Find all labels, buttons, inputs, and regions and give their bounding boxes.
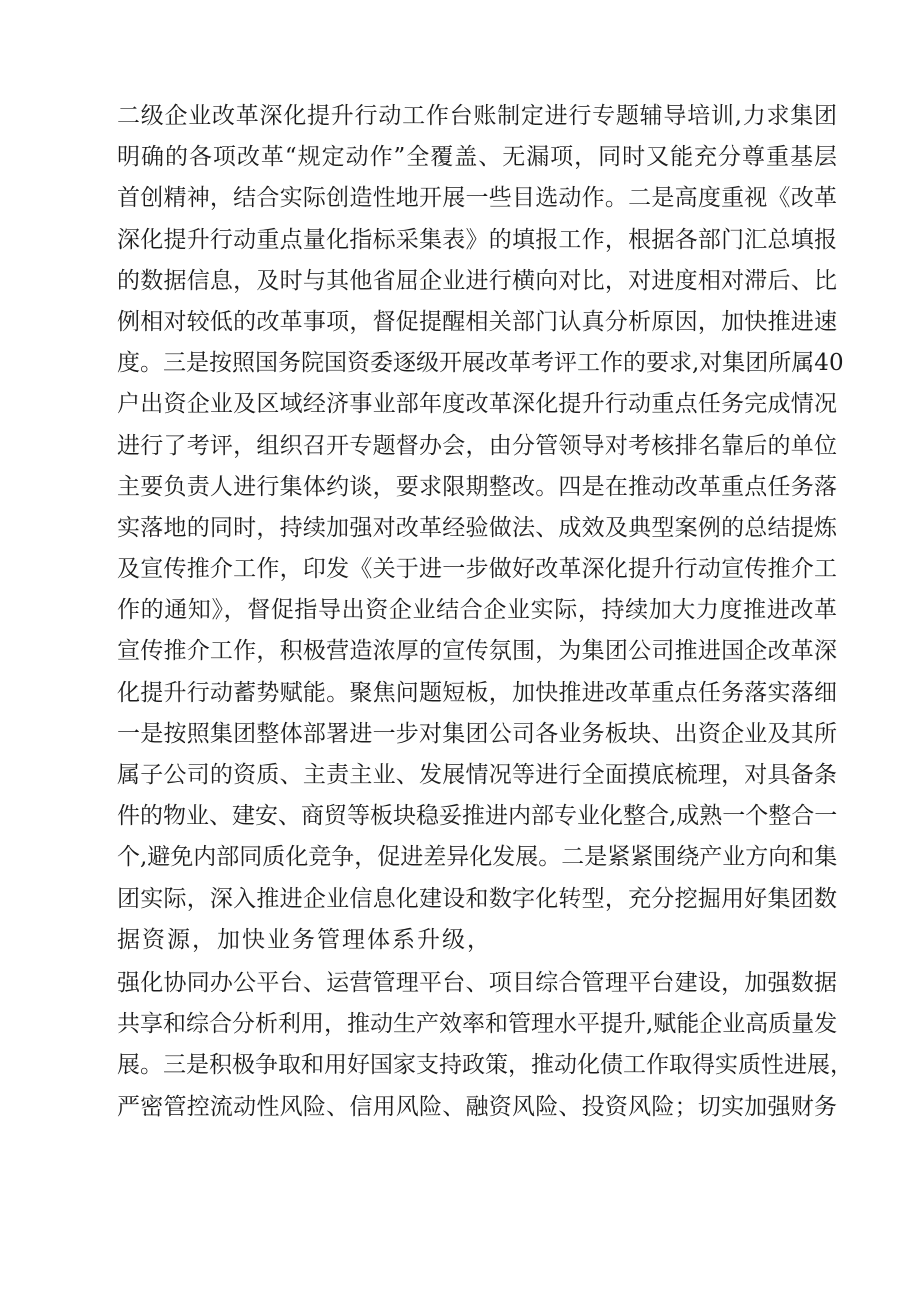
text-line: 户出资企业及区域经济事业部年度改革深化提升行动重点任务完成情况 xyxy=(117,391,837,418)
text-line: 例相对较低的改革事项，督促提醒相关部门认真分析原因，加快推进速 xyxy=(117,308,837,335)
text-line: 一是按照集团整体部署进一步对集团公司各业务板块、出资企业及其所 xyxy=(117,720,837,747)
paragraph-1 xyxy=(117,96,844,961)
text-line: 据资源，加快业务管理体系升级， xyxy=(117,926,492,953)
text-line: 度。三是按照国务院国资委逐级开展改革考评工作的要求,对集团所属40 xyxy=(117,350,844,377)
text-line: 及宣传推介工作，印发《关于进一步做好改革深化提升行动宣传推介工 xyxy=(117,556,837,583)
text-line: 作的通知》，督促指导出资企业结合企业实际，持续加大力度推进改革 xyxy=(117,597,837,624)
text-line: 进行了考评，组织召开专题督办会，由分管领导对考核排名靠后的单位 xyxy=(117,432,837,459)
text-line: 团实际，深入推进企业信息化建设和数字化转型，充分挖掘用好集团数 xyxy=(117,885,837,912)
text-line: 个,避免内部同质化竞争，促进差异化发展。二是紧紧围绕产业方向和集 xyxy=(117,844,838,871)
text-line: 二级企业改革深化提升行动工作台账制定进行专题辅导培训,力求集团 xyxy=(117,103,837,129)
text-line: 的数据信息，及时与其他省屈企业进行横向对比，对进度相对滞后、比 xyxy=(117,267,837,294)
text-line: 实落地的同时，持续加强对改革经验做法、成效及典型案例的总结提炼 xyxy=(117,514,837,541)
text-line: 强化协同办公平台、运营管理平台、项目综合管理平台建设，加强数据 xyxy=(117,969,837,996)
text-line: 主要负责人进行集体约谈，要求限期整改。四是在推动改革重点任务落 xyxy=(117,473,837,500)
body-text xyxy=(117,96,853,1128)
text-line: 严密管控流动性风险、信用风险、融资风险、投资风险；切实加强财务 xyxy=(117,1093,837,1120)
text-line: 宣传推介工作，积极营造浓厚的宣传氛围，为集团公司推进国企改革深 xyxy=(117,638,837,665)
text-line: 明确的各项改革“规定动作”全覆盖、无漏项，同时又能充分尊重基层 xyxy=(117,144,837,171)
text-line: 件的物业、建安、商贸等板块稳妥推进内部专业化整合,成熟一个整合一 xyxy=(117,803,838,830)
paragraph-2 xyxy=(117,963,853,1128)
text-line: 共享和综合分析利用，推动生产效率和管理水平提升,赋能企业高质量发 xyxy=(117,1011,838,1038)
text-line: 首创精神，结合实际创造性地开展一些目选动作。二是高度重视《改革 xyxy=(117,185,837,212)
text-line: 展。三是积极争取和用好国家支持政策，推动化债工作取得实质性进展， xyxy=(117,1052,853,1079)
text-line: 深化提升行动重点量化指标采集表》的填报工作，根据各部门汇总填报 xyxy=(117,226,837,253)
text-line: 化提升行动蓄势赋能。聚焦问题短板，加快推进改革重点任务落实落细 xyxy=(117,679,837,706)
text-line: 属子公司的资质、主责主业、发展情况等进行全面摸底梳理，对具备条 xyxy=(117,762,837,788)
